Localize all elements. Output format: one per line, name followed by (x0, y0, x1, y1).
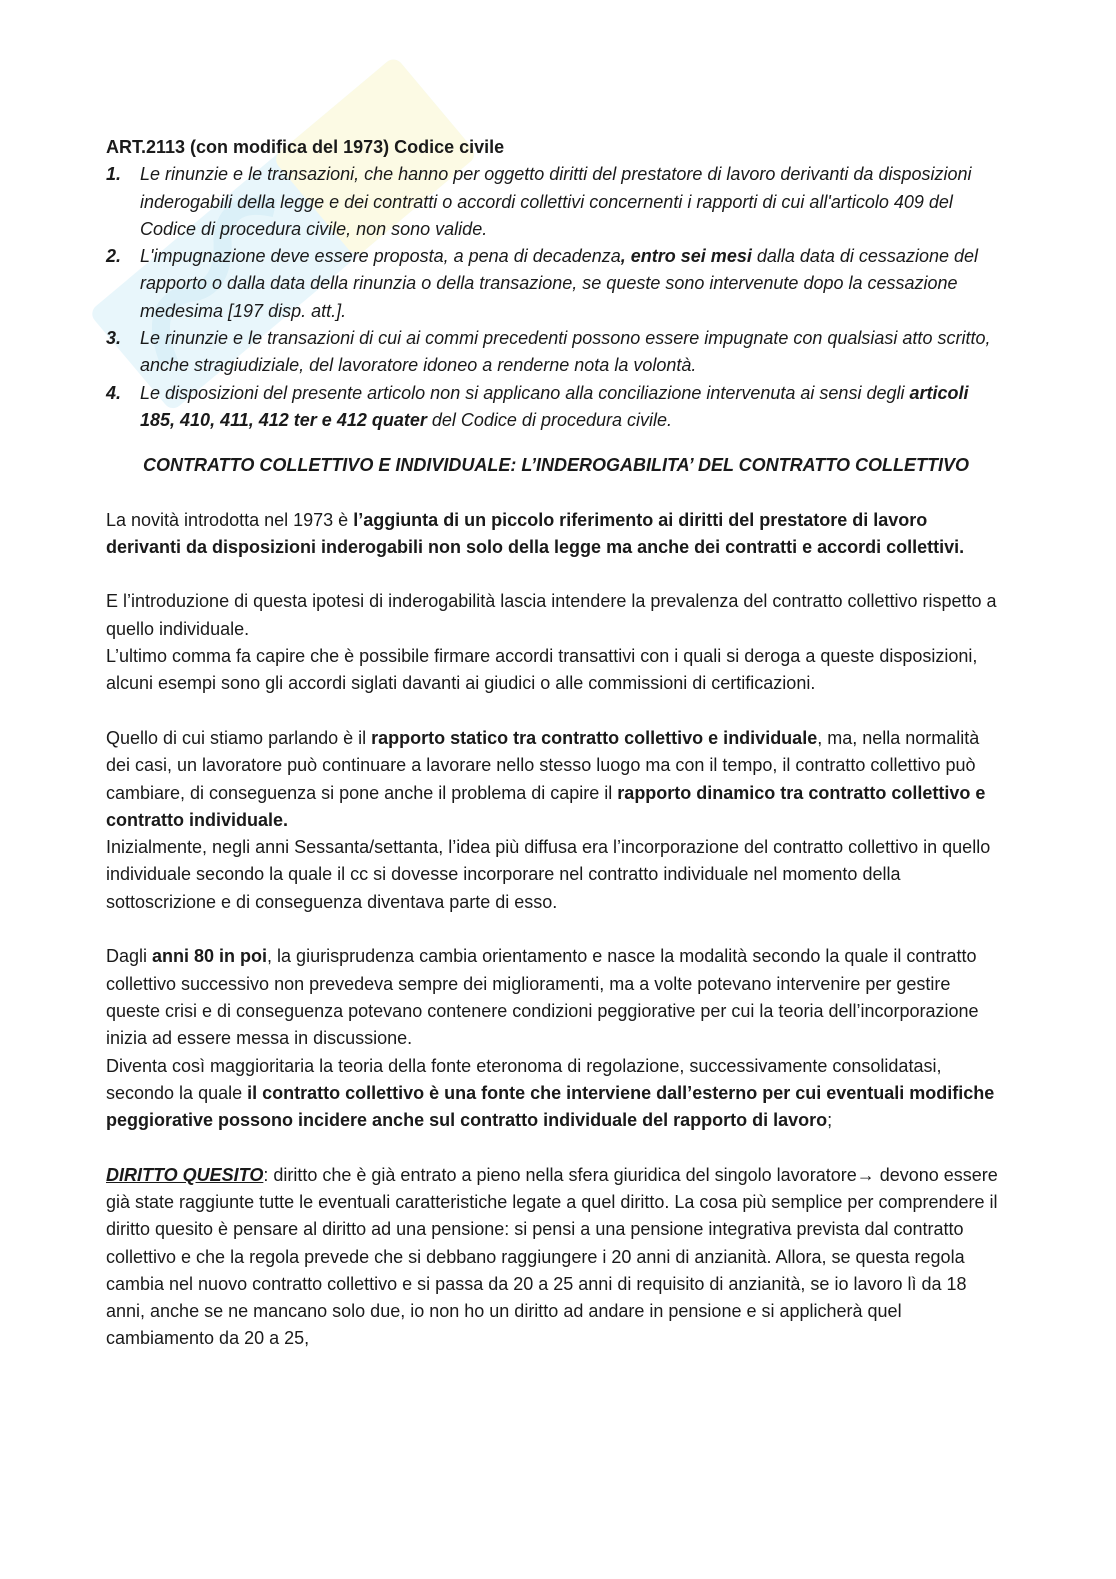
text-run: Le rinunzie e le transazioni di cui ai commi precedenti possono essere impugnate con qualsiasi atto scritto, anche stragiudiziale, del lavoratore idoneo a renderne nota la volontà. (140, 328, 991, 376)
bold-text: rapporto dinamico tra contratto collettivo e contratto individuale. (106, 782, 986, 830)
document-page (106, 134, 1006, 1353)
text-run: E l’introduzione di questa ipotesi di inderogabilità lascia intendere la prevalenza del contratto collettivo rispetto a quello individuale. (106, 591, 997, 639)
article-list-item (106, 380, 1006, 435)
paragraph (106, 507, 1006, 562)
paragraph (106, 725, 1006, 834)
text-run: L'impugnazione deve essere proposta, a pena di decadenza (140, 246, 621, 267)
text-run: : diritto che è già entrato a pieno nella sfera giuridica del singolo lavoratore (263, 1164, 857, 1185)
paragraph (106, 1053, 1006, 1135)
bold-text: l’aggiunta di un piccolo riferimento ai diritti del prestatore di lavoro derivanti da disposizioni inderogabili non solo della legge ma anche dei contratti e accordi collettivi. (106, 509, 965, 557)
text-run: Diventa così maggioritaria la teoria della fonte eteronoma di regolazione, successivamente consolidatasi, secondo la quale (106, 1055, 942, 1103)
article-list-item (106, 325, 1006, 380)
bold-text: anni 80 in poi (152, 946, 268, 967)
text-run: La novità introdotta nel 1973 è (106, 509, 354, 530)
text-run: Le disposizioni del presente articolo non si applicano alla conciliazione intervenuta ai sensi degli (140, 382, 910, 403)
article-items (106, 161, 1006, 434)
list-number: 3. (106, 328, 122, 349)
paragraph-gap (106, 561, 1006, 588)
list-number: 2. (106, 246, 122, 267)
paragraph (106, 643, 1006, 698)
paragraph (106, 834, 1006, 916)
list-number: 4. (106, 382, 122, 403)
text-run: Dagli (106, 946, 153, 967)
paragraph (106, 943, 1006, 1052)
body-text (106, 507, 1006, 1353)
text-run: → (856, 1164, 875, 1185)
text-run: Inizialmente, negli anni Sessanta/settanta, l’idea più diffusa era l’incorporazione del contratto collettivo in quello individuale secondo la quale il cc si dovesse incorporare nel contratto individuale nel momento della sottoscrizione e di conseguenza diventava parte di esso. (106, 837, 991, 912)
text-run: L’ultimo comma fa capire che è possibile firmare accordi transattivi con i quali si deroga a queste disposizioni, alcuni esempi sono gli accordi siglati davanti ai giudici o alle commissioni di certificazioni. (106, 646, 978, 694)
text-run: , la giurisprudenza cambia orientamento e nasce la modalità secondo la quale il contratto collettivo successivo non prevedeva sempre dei miglioramenti, ma a volte potevano intervenire per gestire queste crisi e di conseguenza potevano contenere condizioni peggiorative per cui la teoria dell’incorporazione inizia ad essere messa in discussione. (106, 946, 979, 1049)
text-run: Quello di cui stiamo parlando è il (106, 727, 372, 748)
paragraph-gap (106, 698, 1006, 725)
bold-text: articoli 185, 410, 411, 412 ter e 412 quater (140, 382, 969, 430)
bold-text: il contratto collettivo è una fonte che interviene dall’esterno per cui eventuali modifiche peggiorative possono incidere anche sul contratto individuale del rapporto di lavoro (106, 1082, 995, 1131)
section-heading: CONTRATTO COLLETTIVO E INDIVIDUALE: L’INDEROGABILITA’ DEL CONTRATTO COLLETTIVO (143, 455, 969, 476)
paragraph (106, 588, 1006, 643)
article-title: ART.2113 (con modifica del 1973) Codice civile (106, 137, 505, 157)
article-list-item (106, 161, 1006, 243)
bold-text: DIRITTO QUESITO (106, 1164, 264, 1185)
list-number: 1. (106, 164, 122, 185)
paragraph (106, 1162, 1006, 1353)
text-run: del Codice di procedura civile. (426, 409, 673, 430)
text-run: dalla data di cessazione del rapporto o dalla data della rinunzia o della transazione, se queste sono intervenute dopo la cessazione medesima [197 disp. att.]. (140, 246, 978, 321)
paragraph-gap (106, 1134, 1006, 1161)
text-run: , ma, nella normalità dei casi, un lavoratore può continuare a lavorare nello stesso luogo ma con il tempo, il contratto collettivo può cambiare, di conseguenza si pone anche il problema di capire il (106, 727, 980, 803)
article-list-item (106, 243, 1006, 325)
bold-text: rapporto statico tra contratto collettivo e individuale (371, 727, 818, 748)
text-run: devono essere già state raggiunte tutte le eventuali caratteristiche legate a quel diritto. La cosa più semplice per comprendere il diritto quesito è pensare al diritto ad una pensione: si pensi a una pensione integrativa prevista dal contratto collettivo e che la regola prevede che si debbano raggiungere i 20 anni di anzianità. Allora, se questa regola cambia nel nuovo contratto collettivo e si passa da 20 a 25 anni di requisito di anzianità, se io lavoro lì da 18 anni, anche se ne mancano solo due, io non ho un diritto ad andare in pensione e si applicherà quel cambiamento da 20 a 25, (106, 1164, 998, 1349)
paragraph-gap (106, 916, 1006, 943)
text-run: ; (827, 1110, 833, 1131)
bold-text: , entro sei mesi (620, 246, 752, 267)
text-run: Le rinunzie e le transazioni, che hanno per oggetto diritti del prestatore di lavoro derivanti da disposizioni inderogabili della legge e dei contratti o accordi collettivi concernenti i rapporti di cui all'articolo 409 del Codice di procedura civile, non sono valide. (140, 164, 972, 239)
